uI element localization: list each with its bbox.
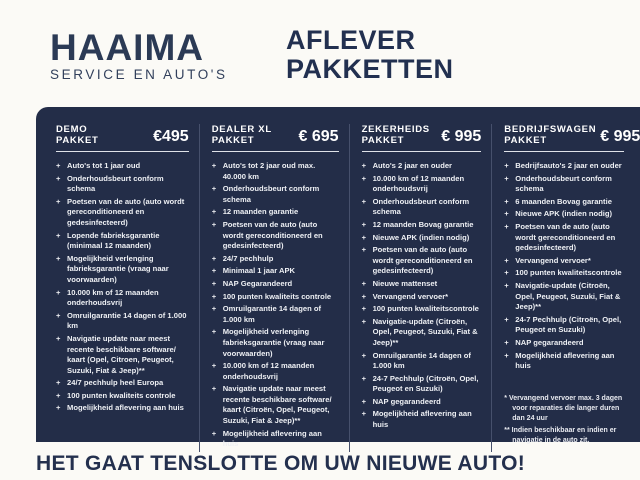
plus-icon: + xyxy=(56,333,61,343)
package-item-text: 12 maanden Bovag garantie xyxy=(372,219,474,229)
footnotes xyxy=(504,394,624,446)
package-item xyxy=(56,334,189,376)
package-price: € 995 xyxy=(600,128,640,145)
plus-icon: + xyxy=(504,221,509,231)
package-item-text: Auto's tot 2 jaar oud max. 40.000 km xyxy=(222,161,316,181)
package-item-text: Navigatie-update (Citroën, Opel, Peugeot, Suzuki, Fiat & Jeep)** xyxy=(372,316,478,347)
package-header xyxy=(504,124,640,146)
package-item xyxy=(212,266,339,277)
page-title-line1: AFLEVER xyxy=(286,25,416,55)
plus-icon: + xyxy=(211,161,217,170)
package-name-line1: DEMO xyxy=(56,124,88,135)
plus-icon: + xyxy=(504,173,509,183)
package-item-text: Omruilgarantie 14 dagen of 1.000 km xyxy=(67,310,187,331)
package-item-text: Nieuwe APK (indien nodig) xyxy=(372,232,470,242)
package-item xyxy=(212,254,339,265)
plus-icon: + xyxy=(504,209,509,219)
header-underline xyxy=(504,151,624,152)
plus-icon: + xyxy=(56,403,61,413)
package-item xyxy=(362,220,482,231)
package-item-text: 24/7 pechhulp heel Europa xyxy=(67,378,164,388)
package-item-text: Onderhoudsbeurt conform schema xyxy=(372,196,470,217)
package-item-text: Poetsen van de auto (auto wordt gereconditioneerd en gedesinfecteerd) xyxy=(67,196,185,227)
package-price: € 995 xyxy=(441,128,482,145)
package-price: € 695 xyxy=(298,128,339,145)
package-item-text: 24-7 Pechhulp (Citroën, Opel, Peugeot en Suzuki) xyxy=(515,314,622,335)
package-item-text: NAP Gegarandeerd xyxy=(222,278,293,288)
plus-icon: + xyxy=(361,350,366,360)
package-item xyxy=(504,256,624,267)
package-item-text: 100 punten kwaliteitscontrole xyxy=(515,268,622,278)
package-item-text: Poetsen van de auto (auto wordt gereconditioneerd en gedesinfecteerd) xyxy=(222,219,323,251)
package-item xyxy=(212,184,339,205)
package-item xyxy=(504,338,624,349)
package-item-text: Mogelijkheid aflevering aan huis xyxy=(372,409,472,430)
footnote: ** Indien beschikbaar en indien er navigatie in de auto zit. xyxy=(504,426,617,444)
package-item xyxy=(56,254,189,286)
package-item xyxy=(212,220,339,252)
package-item xyxy=(504,222,624,254)
package-item-text: Mogelijkheid aflevering aan huis xyxy=(67,403,184,413)
plus-icon: + xyxy=(211,207,217,217)
package-item-text: Vervangend vervoer* xyxy=(515,255,591,265)
package-item xyxy=(504,351,624,372)
package-item xyxy=(504,315,624,336)
plus-icon: + xyxy=(361,291,366,301)
package-name xyxy=(212,124,272,146)
package-item-text: Bedrijfsauto's 2 jaar en ouder xyxy=(515,161,622,170)
package-name-line2: PAKKET xyxy=(504,135,547,146)
package-item-list xyxy=(504,161,624,372)
plus-icon: + xyxy=(211,304,217,314)
package-item-text: Auto's tot 1 jaar oud xyxy=(67,161,141,170)
package-item-text: Omruilgarantie 14 dagen of 1.000 km xyxy=(222,304,322,324)
package-item-list xyxy=(56,161,189,414)
plus-icon: + xyxy=(504,255,509,265)
footer-slogan: HET GAAT TENSLOTTE OM UW NIEUWE AUTO! xyxy=(36,452,526,475)
logo-tagline: SERVICE EN AUTO'S xyxy=(50,67,228,82)
plus-icon: + xyxy=(211,278,217,288)
package-item xyxy=(56,311,189,332)
package-item xyxy=(362,397,482,408)
logo xyxy=(50,27,228,82)
header-underline xyxy=(56,151,189,152)
package-item-text: Nieuwe APK (indien nodig) xyxy=(515,209,613,219)
package-header xyxy=(56,124,189,146)
package-item xyxy=(504,174,624,195)
plus-icon: + xyxy=(361,196,366,206)
package-column-1 xyxy=(56,124,199,452)
package-item-text: Poetsen van de auto (auto wordt gereconditioneerd en gedesinfecteerd) xyxy=(515,221,616,253)
package-header xyxy=(212,124,339,146)
package-item xyxy=(504,281,624,313)
package-item-text: Mogelijkheid aflevering aan huis xyxy=(222,428,322,449)
package-column-4 xyxy=(491,124,640,452)
package-item xyxy=(362,351,482,372)
package-item xyxy=(362,317,482,349)
package-item-text: Mogelijkheid aflevering aan huis xyxy=(515,350,615,371)
plus-icon: + xyxy=(361,396,366,406)
plus-icon: + xyxy=(504,196,509,206)
packages-panel xyxy=(36,107,640,449)
plus-icon: + xyxy=(211,291,217,301)
package-item xyxy=(362,292,482,303)
package-name-line1: BEDRIJFSWAGEN xyxy=(504,124,597,135)
package-item-text: Navigatie update naar meest recente beschikbare software/ kaart (Citroën, Opel, Peugeot, Suzuki, Fiat & Jeep)** xyxy=(222,384,332,426)
package-item-text: Vervangend vervoer* xyxy=(372,291,449,301)
package-item-text: Lopende fabrieksgarantie (minimaal 12 maanden) xyxy=(67,230,160,251)
package-item-text: 6 maanden Bovag garantie xyxy=(515,196,612,206)
package-item-text: Minimaal 1 jaar APK xyxy=(222,266,296,276)
footnote: * Vervangend vervoer max. 3 dagen voor reparaties die langer duren dan 24 uur xyxy=(504,394,623,422)
package-price: €495 xyxy=(153,128,189,145)
plus-icon: + xyxy=(361,232,366,242)
package-item-text: 24-7 Pechhulp (Citroën, Opel, Peugeot en Suzuki) xyxy=(372,373,479,394)
package-item-text: 100 punten kwaliteitscontrole xyxy=(372,304,479,314)
package-item-text: Omruilgarantie 14 dagen of 1.000 km xyxy=(372,350,471,371)
package-item xyxy=(362,304,482,315)
package-item xyxy=(56,161,189,172)
package-item xyxy=(212,429,339,450)
package-item xyxy=(362,374,482,395)
header-underline xyxy=(212,151,339,152)
package-item-list xyxy=(362,161,482,431)
package-item-text: Navigatie-update (Citroën, Opel, Peugeot, Suzuki, Fiat & Jeep)** xyxy=(515,280,621,312)
package-item xyxy=(362,197,482,218)
plus-icon: + xyxy=(361,373,366,383)
plus-icon: + xyxy=(504,337,509,347)
package-item xyxy=(56,174,189,195)
package-item-text: Onderhoudsbeurt conform schema xyxy=(515,173,612,194)
package-item-text: Navigatie update naar meest recente beschikbare software/ kaart (Opel, Citroen, Peugeot, Suzuki, Fiat & Jeep)** xyxy=(67,333,176,375)
package-item-text: 24/7 pechhulp xyxy=(222,253,274,263)
package-item xyxy=(212,361,339,382)
package-item xyxy=(56,288,189,309)
package-name-line2: PAKKET xyxy=(56,135,99,146)
plus-icon: + xyxy=(504,268,509,278)
page-title-line2: PAKKETTEN xyxy=(286,54,454,84)
package-item xyxy=(212,292,339,303)
plus-icon: + xyxy=(361,161,366,170)
package-item xyxy=(362,279,482,290)
plus-icon: + xyxy=(504,350,509,360)
package-item xyxy=(56,403,189,414)
package-name xyxy=(56,124,99,146)
package-item xyxy=(212,207,339,218)
logo-name: HAAIMA xyxy=(50,27,204,68)
plus-icon: + xyxy=(56,173,61,183)
package-item xyxy=(362,245,482,277)
plus-icon: + xyxy=(56,310,61,320)
package-item xyxy=(362,233,482,244)
package-item-text: 10.000 km of 12 maanden onderhoudsvrij xyxy=(372,173,465,194)
package-item xyxy=(504,161,624,172)
package-item-text: NAP gegarandeerd xyxy=(515,337,584,347)
package-item-text: Poetsen van de auto (auto wordt gereconditioneerd en gedesinfecteerd) xyxy=(372,245,473,276)
package-header xyxy=(362,124,482,146)
plus-icon: + xyxy=(211,384,217,394)
plus-icon: + xyxy=(211,327,217,337)
package-column-3 xyxy=(349,124,492,452)
plus-icon: + xyxy=(56,378,61,388)
plus-icon: + xyxy=(211,428,217,438)
plus-icon: + xyxy=(504,161,509,170)
plus-icon: + xyxy=(56,230,61,240)
package-item xyxy=(56,391,189,402)
package-item-text: 100 punten kwaliteits controle xyxy=(222,291,332,301)
package-item-text: Mogelijkheid verlenging fabrieksgarantie (vraag naar voorwaarden) xyxy=(67,253,169,284)
package-name-line2: PAKKET xyxy=(211,135,255,146)
package-item-text: Onderhoudsbeurt conform schema xyxy=(67,173,164,194)
package-item-list xyxy=(212,161,339,450)
package-item xyxy=(362,161,482,172)
package-item xyxy=(56,378,189,389)
plus-icon: + xyxy=(504,280,509,290)
package-item xyxy=(212,304,339,325)
package-item-text: 100 punten kwaliteits controle xyxy=(67,390,176,400)
package-column-2 xyxy=(199,124,349,452)
package-item-text: 10.000 km of 12 maanden onderhoudsvrij xyxy=(67,287,159,308)
plus-icon: + xyxy=(361,278,366,288)
package-item xyxy=(504,197,624,208)
package-item-text: Nieuwe mattenset xyxy=(372,278,438,288)
package-item xyxy=(504,209,624,220)
plus-icon: + xyxy=(361,173,366,183)
plus-icon: + xyxy=(56,161,61,170)
package-item xyxy=(212,161,339,182)
package-item xyxy=(56,197,189,229)
plus-icon: + xyxy=(211,266,217,276)
package-item xyxy=(362,174,482,195)
package-name xyxy=(362,124,430,146)
plus-icon: + xyxy=(56,253,61,263)
plus-icon: + xyxy=(361,316,366,326)
package-item-text: Onderhoudsbeurt conform schema xyxy=(222,184,320,204)
package-item xyxy=(504,268,624,279)
page-title xyxy=(286,26,454,84)
package-name-line1: ZEKERHEIDS xyxy=(361,124,430,135)
plus-icon: + xyxy=(56,287,61,297)
plus-icon: + xyxy=(504,314,509,324)
plus-icon: + xyxy=(211,219,217,229)
plus-icon: + xyxy=(211,361,217,371)
plus-icon: + xyxy=(361,245,366,255)
header-underline xyxy=(362,151,482,152)
package-name xyxy=(504,124,596,146)
plus-icon: + xyxy=(361,304,366,314)
plus-icon: + xyxy=(361,219,366,229)
package-item xyxy=(56,231,189,252)
package-item-text: 12 maanden garantie xyxy=(222,207,299,217)
plus-icon: + xyxy=(211,253,217,263)
plus-icon: + xyxy=(361,409,366,419)
package-name-line1: DEALER XL xyxy=(211,124,272,135)
package-name-line2: PAKKET xyxy=(361,135,405,146)
plus-icon: + xyxy=(56,390,61,400)
package-item-text: Mogelijkheid verlenging fabrieksgarantie (vraag naar voorwaarden) xyxy=(222,327,325,358)
package-item-text: Auto's 2 jaar en ouder xyxy=(372,161,453,170)
plus-icon: + xyxy=(56,196,61,206)
package-item-text: NAP gegarandeerd xyxy=(372,396,441,406)
package-item xyxy=(212,327,339,359)
plus-icon: + xyxy=(211,184,217,194)
package-item xyxy=(362,409,482,430)
package-item xyxy=(212,384,339,426)
package-item xyxy=(212,279,339,290)
package-item-text: 10.000 km of 12 maanden onderhoudsvrij xyxy=(222,361,315,381)
